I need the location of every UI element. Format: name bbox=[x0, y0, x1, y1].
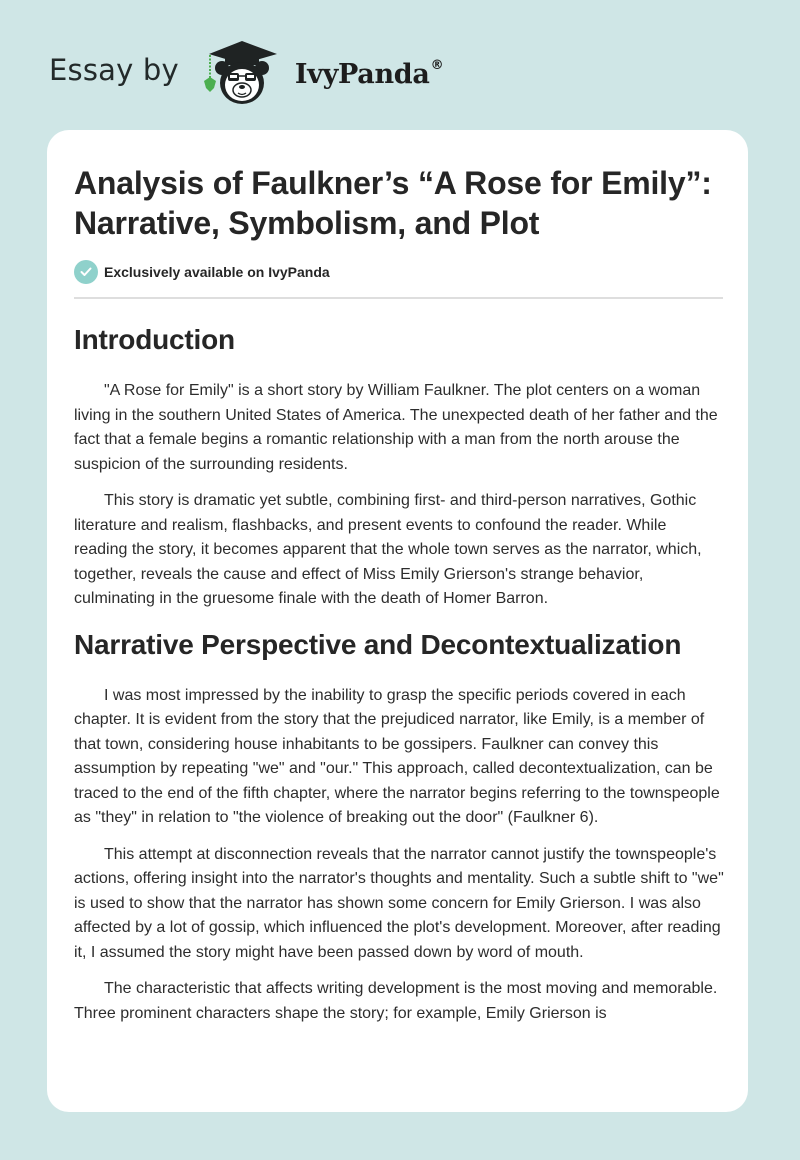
essay-by-label: Essay by bbox=[49, 53, 179, 87]
section-heading-introduction: Introduction bbox=[74, 324, 235, 355]
brand-name-text: IvyPanda bbox=[294, 58, 430, 90]
check-circle-icon bbox=[74, 260, 98, 284]
paragraph: This story is dramatic yet subtle, combining first- and third-person narratives, Gothic literature and realism, flashbacks, and present events to confound the reader. While reading the story, it becomes apparent that the whole town serves as the narrator, which, together, reveals the cause and effect of Miss Emily Grierson's strange behavior, culminating in the gruesome finale with the death of Homer Barron. bbox=[74, 492, 702, 607]
paragraph: This attempt at disconnection reveals that the narrator cannot justify the townspeople's actions, offering insight into the narrator's thoughts and mentality. Such a subtle shift to "we" is used to show that the narrator has shown some concern for Emily Grierson. I was also affected by a lot of gossip, which influenced the plot's development. Moreover, after reading it, I assumed the story might have been passed down by word of mouth. bbox=[74, 845, 724, 961]
exclusive-text: Exclusively available on IvyPanda bbox=[104, 264, 330, 280]
site-header bbox=[49, 34, 443, 110]
section-heading-narrative-perspective: Narrative Perspective and Decontextualization bbox=[74, 628, 682, 660]
essay-title: Analysis of Faulkner’s “A Rose for Emily”: Narrative, Symbolism, and Plot bbox=[74, 165, 712, 241]
brand-name[interactable] bbox=[295, 59, 443, 90]
registered-mark: ® bbox=[430, 57, 444, 73]
paragraph: The characteristic that affects writing development is the most moving and memorable. Three prominent characters shape the story; for example, Emily Grierson is bbox=[74, 980, 718, 1022]
panda-logo-icon[interactable] bbox=[197, 36, 287, 108]
essay-card bbox=[47, 130, 748, 1112]
paragraph: "A Rose for Emily" is a short story by William Faulkner. The plot centers on a woman living in the southern United States of America. The unexpected death of her father and the fact that a female begins a romantic relationship with a man from the north arouse the suspicion of the surrounding residents. bbox=[74, 382, 718, 473]
exclusive-badge bbox=[74, 259, 722, 285]
title-divider bbox=[74, 297, 723, 299]
paragraph: I was most impressed by the inability to grasp the specific periods covered in each chapter. It is evident from the story that the prejudiced narrator, like Emily, is a member of that town, considering house inhabitants to be gossipers. Faulkner can convey this assumption by repeating "we" and "our." This approach, called decontextualization, can be traced to the end of the fifth chapter, where the narrator begins referring to the townspeople as "they" in relation to "the violence of breaking out the door" (Faulkner 6). bbox=[74, 686, 720, 826]
